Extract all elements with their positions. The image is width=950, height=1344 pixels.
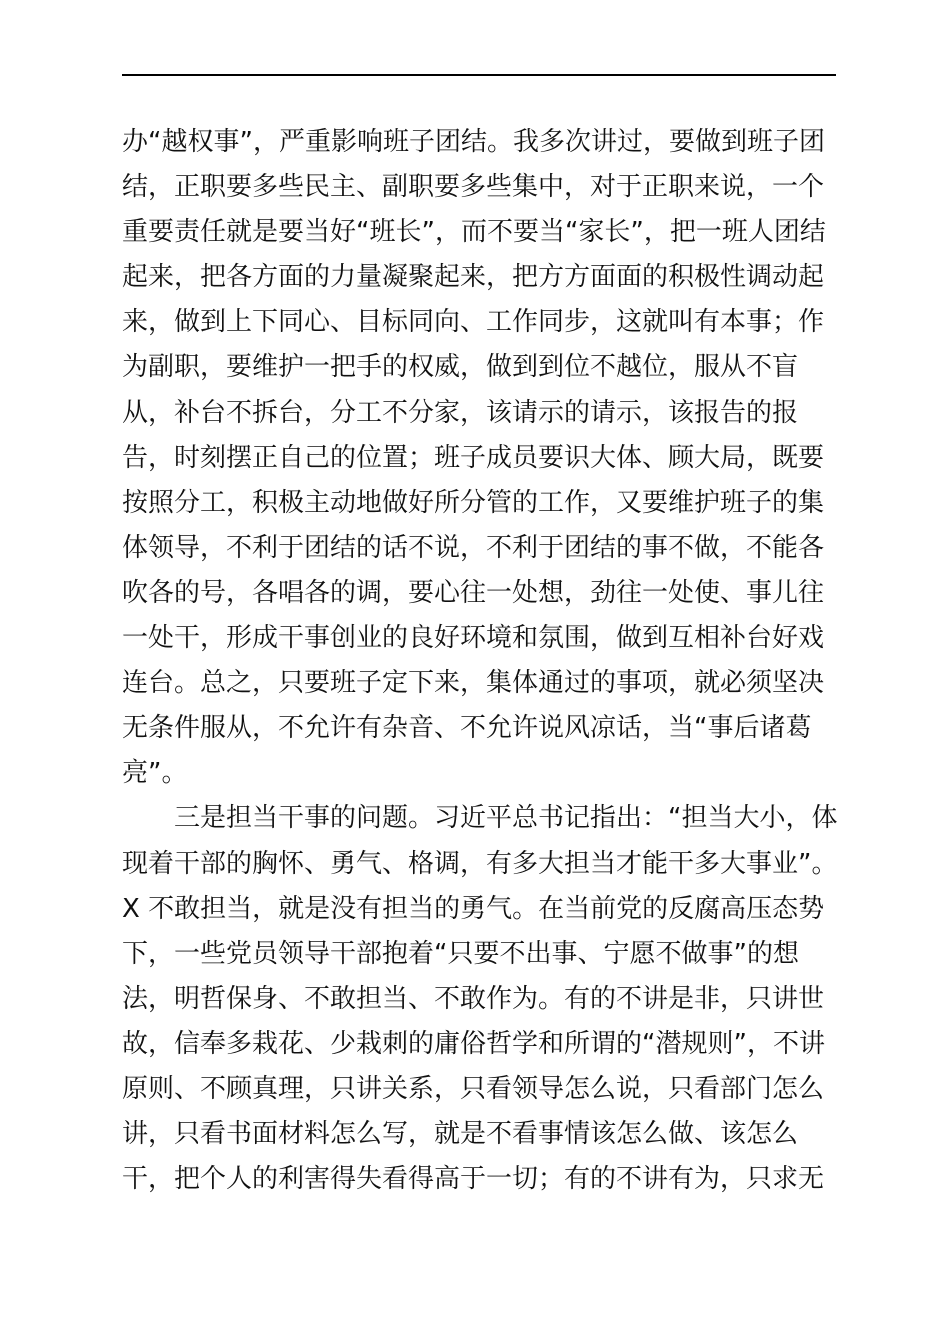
text-line: 起来，把各方面的力量凝聚起来，把方方面面的积极性调动起 — [122, 262, 825, 293]
text-line: 结，正职要多些民主、副职要多些集中，对于正职来说，一个 — [122, 172, 825, 203]
paragraph-first-line: 三是担当干事的问题。习近平总书记指出：“担当大小，体 — [174, 803, 838, 834]
text-line: 为副职，要维护一把手的权威，做到到位不越位，服从不盲 — [122, 352, 799, 383]
text-line: 讲，只看书面材料怎么写，就是不看事情该怎么做、该怎么 — [122, 1119, 799, 1150]
text-line: 重要责任就是要当好“班长”，而不要当“家长”，把一班人团结 — [122, 217, 826, 248]
text-line: 法，明哲保身、不敢担当、不敢作为。有的不讲是非，只讲世 — [122, 983, 825, 1014]
text-line: 按照分工，积极主动地做好所分管的工作，又要维护班子的集 — [122, 487, 825, 518]
text-line: 下，一些党员领导干部抱着“只要不出事、宁愿不做事”的想 — [122, 938, 799, 969]
text-line: 亮”。 — [122, 758, 188, 789]
text-line: 一处干，形成干事创业的良好环境和氛围，做到互相补台好戏 — [122, 623, 825, 654]
text-line: 告，时刻摆正自己的位置；班子成员要识大体、顾大局，既要 — [122, 442, 825, 473]
text-line: X 不敢担当，就是没有担当的勇气。在当前党的反腐高压态势 — [122, 893, 825, 924]
text-line: 故，信奉多栽花、少栽刺的庸俗哲学和所谓的“潜规则”，不讲 — [122, 1028, 825, 1059]
text-line: 无条件服从，不允许有杂音、不允许说风凉话，当“事后诸葛 — [122, 713, 812, 744]
document-body — [122, 120, 842, 1202]
text-line: 现着干部的胸怀、勇气、格调，有多大担当才能干多大事业”。 — [122, 848, 838, 879]
text-line: 吹各的号，各唱各的调，要心往一处想，劲往一处使、事儿往 — [122, 577, 825, 608]
header-rule — [122, 74, 836, 76]
text-line: 干，把个人的利害得失看得高于一切；有的不讲有为，只求无 — [122, 1164, 825, 1195]
text-line: 来，做到上下同心、目标同向、工作同步，这就叫有本事；作 — [122, 307, 825, 338]
text-line: 从，补台不拆台，分工不分家，该请示的请示，该报告的报 — [122, 397, 799, 428]
text-line: 连台。总之，只要班子定下来，集体通过的事项，就必须坚决 — [122, 668, 825, 699]
text-line: 办“越权事”，严重影响班子团结。我多次讲过，要做到班子团 — [122, 127, 825, 157]
text-line: 原则、不顾真理，只讲关系，只看领导怎么说，只看部门怎么 — [122, 1073, 825, 1104]
text-line: 体领导，不利于团结的话不说，不利于团结的事不做，不能各 — [122, 532, 825, 563]
